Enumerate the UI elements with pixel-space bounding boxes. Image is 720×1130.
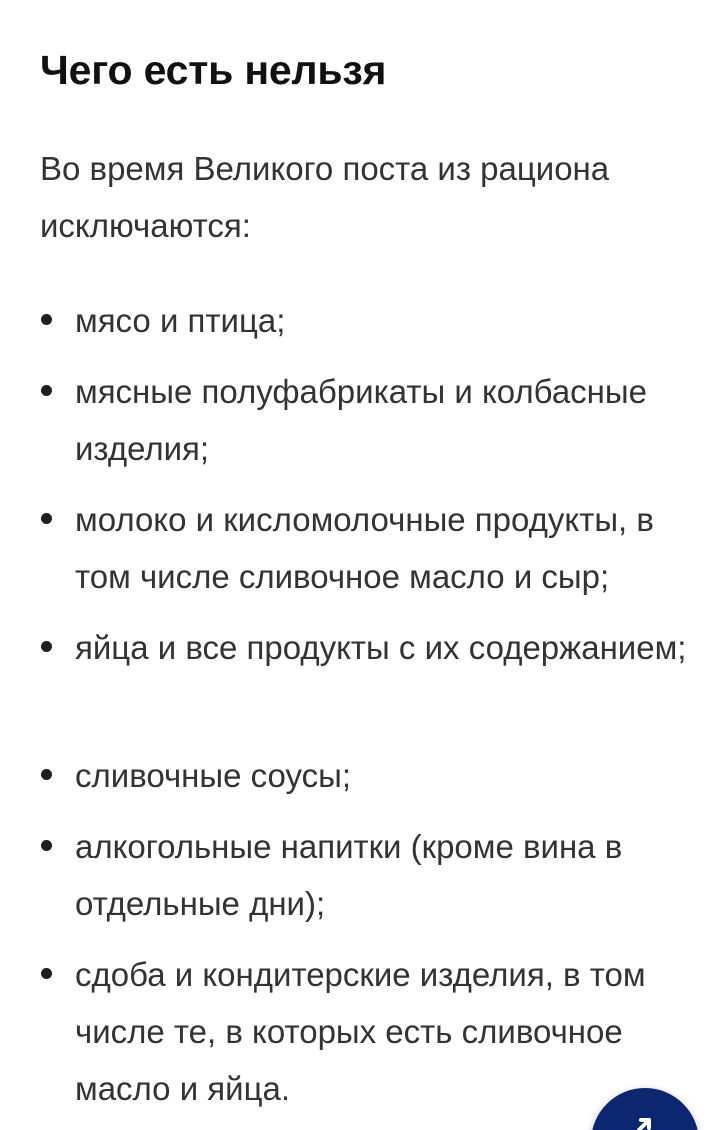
bullet-icon (41, 641, 52, 652)
list-item-text: алкогольные напитки (кроме вина в отдельные дни); (75, 828, 623, 922)
bullet-icon (41, 314, 52, 325)
list-item-text: сливочные соусы; (75, 757, 352, 794)
list-item (75, 491, 700, 605)
list-item (75, 619, 700, 676)
bullet-icon (41, 840, 52, 851)
list-item (75, 363, 700, 477)
list-item (75, 818, 700, 932)
list-item-text: яйца и все продукты с их содержанием; (75, 629, 687, 666)
intro-paragraph: Во время Великого поста из рациона исключаются: (40, 150, 610, 244)
list-item (75, 292, 700, 349)
bullet-icon (41, 769, 52, 780)
bullet-icon (41, 513, 52, 524)
section-title: Чего есть нельзя (40, 47, 387, 93)
bullet-icon (41, 385, 52, 396)
bullet-icon (41, 968, 52, 979)
list-item-text: мясные полуфабрикаты и колбасные изделия; (75, 373, 647, 467)
list-item (75, 946, 700, 1117)
list-item-text: сдоба и кондитерские изделия, в том числе те, в которых есть сливочное масло и яйца. (75, 956, 646, 1107)
list-item (75, 747, 700, 804)
list-item-text: молоко и кисломолочные продукты, в том числе сливочное масло и сыр; (75, 501, 654, 595)
list-item-text: мясо и птица; (75, 302, 286, 339)
arrow-icon (629, 1108, 663, 1130)
